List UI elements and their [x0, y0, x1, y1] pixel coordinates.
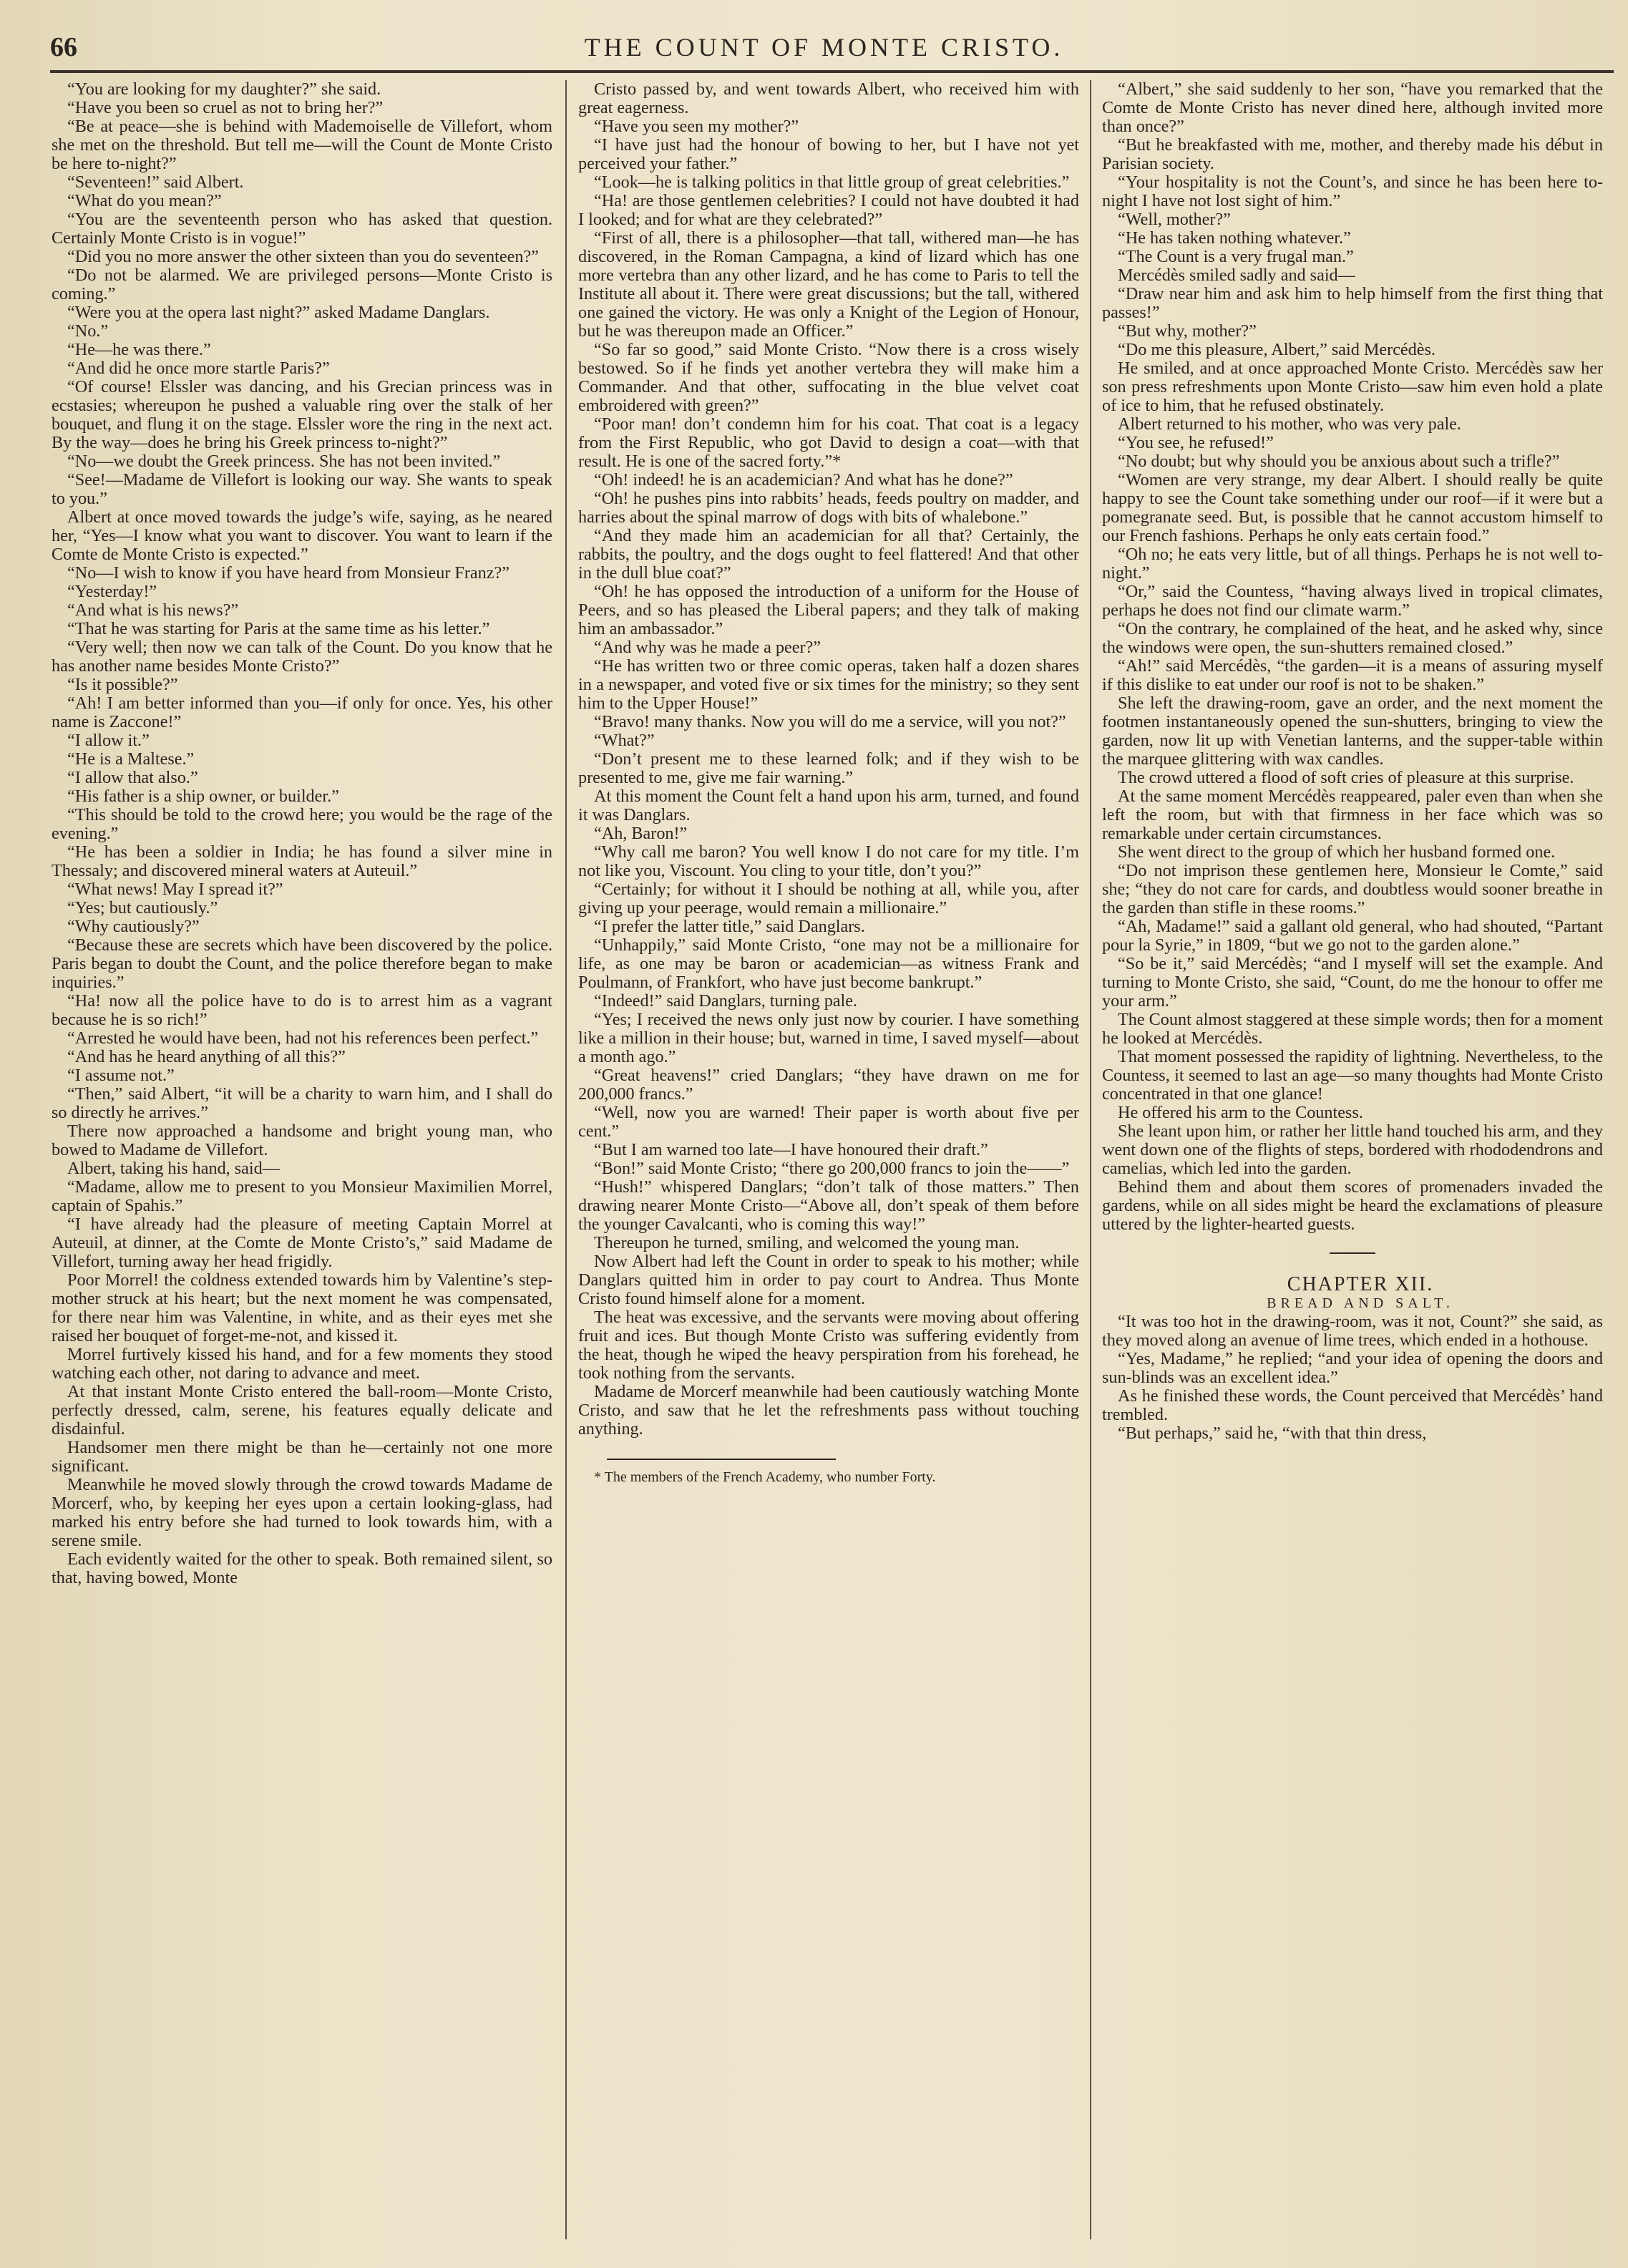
- paragraph: At that instant Monte Cristo entered the ball-room—Monte Cristo, perfectly dressed, calm, serene, his features equally delicate and disdainful.: [52, 1382, 552, 1439]
- chapter-subtitle: BREAD AND SALT.: [1267, 1295, 1454, 1311]
- paragraph: Morrel furtively kissed his hand, and for a few moments they stood watching each other, not daring to advance and meet.: [52, 1345, 552, 1383]
- section-rule: [1330, 1252, 1375, 1254]
- paragraph: Cristo passed by, and went towards Albert, who received him with great eagerness.: [578, 80, 1079, 117]
- paragraph: “Ha! now all the police have to do is to arrest him as a vagrant because he is so rich!”: [52, 991, 552, 1029]
- page-header: [50, 27, 1614, 67]
- paragraph: Albert at once moved towards the judge’s wife, saying, as he neared her, “Yes—I know what you want to discover. You want to learn if the Comte de Monte Cristo is expected.”: [52, 507, 552, 564]
- paragraph: “What news! May I spread it?”: [67, 880, 283, 899]
- text-column-1: [52, 80, 552, 2239]
- paragraph: “Is it possible?”: [67, 675, 178, 694]
- paragraph: “I assume not.”: [67, 1066, 175, 1085]
- paragraph: “But why, mother?”: [1118, 321, 1257, 341]
- paragraph: “And has he heard anything of all this?”: [67, 1047, 346, 1066]
- paragraph: “His father is a ship owner, or builder.”: [67, 787, 339, 806]
- paragraph: “And why was he made a peer?”: [594, 638, 821, 657]
- paragraph: That moment possessed the rapidity of lightning. Nevertheless, to the Countess, it seemed to last an age—so many thoughts had Monte Cristo concentrated in that one glance!: [1102, 1047, 1603, 1104]
- page-number: 66: [50, 32, 77, 62]
- paragraph: Poor Morrel! the coldness extended towards him by Valentine’s step-mother struck at his heart; but the next moment he was compensated, for there near him was Valentine, in white, and as their eyes met she raised her bouquet of forget-me-not, and kissed it.: [52, 1270, 552, 1345]
- paragraph: “No—I wish to know if you have heard from Monsieur Franz?”: [67, 563, 510, 583]
- paragraph: “Yes; I received the news only just now by courier. I have something like a million in their house; but, warned in time, I saved myself—about a month ago.”: [578, 1010, 1079, 1066]
- paragraph: “No doubt; but why should you be anxious about such a trifle?”: [1118, 452, 1560, 471]
- paragraph: “Oh no; he eats very little, but of all things. Perhaps he is not well to-night.”: [1102, 545, 1603, 583]
- paragraph: “Because these are secrets which have been discovered by the police. Paris began to doubt the Count, and the police therefore began to make inquiries.”: [52, 935, 552, 992]
- paragraph: “Great heavens!” cried Danglars; “they have drawn on me for 200,000 francs.”: [578, 1066, 1079, 1104]
- paragraph: “Bon!” said Monte Cristo; “there go 200,000 francs to join the——”: [594, 1159, 1070, 1178]
- paragraph: “No.”: [67, 321, 109, 341]
- paragraph: “Did you no more answer the other sixteen than you do seventeen?”: [67, 247, 539, 266]
- paragraph: Meanwhile he moved slowly through the crowd towards Madame de Morcerf, who, by keeping her eyes upon a certain looking-glass, had marked his entry before she had turned to look towards him, with a serene smile.: [52, 1475, 552, 1550]
- column-2-body: [578, 80, 1079, 1439]
- paragraph: “Yesterday!”: [67, 582, 157, 601]
- paragraph: “Don’t present me to these learned folk; and if they wish to be presented to me, give me fair warning.”: [578, 749, 1079, 787]
- paragraph: Madame de Morcerf meanwhile had been cautiously watching Monte Cristo, and saw that he let the refreshments pass without touching anything.: [578, 1382, 1079, 1439]
- paragraph: “Oh! he pushes pins into rabbits’ heads, feeds poultry on madder, and harries about the spinal marrow of dogs with bits of whalebone.”: [578, 489, 1079, 527]
- header-rule: [50, 70, 1614, 73]
- paragraph: “Ah, Madame!” said a gallant old general, who had shouted, “Partant pour la Syrie,” in 1809, “but we go not to the garden alone.”: [1102, 917, 1603, 955]
- paragraph: “I have already had the pleasure of meeting Captain Morrel at Auteuil, at dinner, at the Comte de Monte Cristo’s,” said Madame de Villefort, turning away her head frigidly.: [52, 1215, 552, 1271]
- paragraph: “Look—he is talking politics in that little group of great celebrities.”: [594, 172, 1070, 192]
- paragraph: “Certainly; for without it I should be nothing at all, while you, after giving up your peerage, would remain a millionaire.”: [578, 880, 1079, 918]
- paragraph: “Ah, Baron!”: [594, 824, 688, 843]
- paragraph: “So be it,” said Mercédès; “and I myself will set the example. And turning to Monte Cristo, she said, “Count, do me the honour to offer me your arm.”: [1102, 954, 1603, 1011]
- paragraph: “Be at peace—she is behind with Mademoiselle de Villefort, whom she met on the threshold. But tell me—will the Count de Monte Cristo be here to-night?”: [52, 117, 552, 173]
- paragraph: “Do not be alarmed. We are privileged persons—Monte Cristo is coming.”: [52, 266, 552, 303]
- paragraph: “See!—Madame de Villefort is looking our way. She wants to speak to you.”: [52, 470, 552, 508]
- chapter-title: CHAPTER XII.: [1287, 1273, 1434, 1295]
- paragraph: At this moment the Count felt a hand upon his arm, turned, and found it was Danglars.: [578, 787, 1079, 824]
- paragraph: “That he was starting for Paris at the same time as his letter.”: [67, 619, 490, 638]
- paragraph: “He has taken nothing whatever.”: [1118, 228, 1351, 248]
- paragraph: “He has written two or three comic operas, taken half a dozen shares in a newspaper, and voted five or six times for the ministry; so they sent him to the Upper House!”: [578, 656, 1079, 713]
- paragraph: She went direct to the group of which her husband formed one.: [1118, 842, 1556, 862]
- paragraph: At the same moment Mercédès reappeared, paler even than when she left the room, but with that firmness in her face which was so remarkable under certain circumstances.: [1102, 787, 1603, 843]
- paragraph: “What do you mean?”: [67, 191, 222, 210]
- paragraph: “Why cautiously?”: [67, 917, 200, 936]
- text-column-2: [578, 80, 1079, 2239]
- paragraph: “First of all, there is a philosopher—that tall, withered man—he has discovered, in the Roman Campagna, a kind of lizard which has one more vertebra than any other lizard, and he has come to Paris to tell the Institute all about it. There were great discussions; but the tall, withered one gained the victory. He was only a Knight of the Legion of Honour, but he was thereupon made an Officer.”: [578, 228, 1079, 341]
- paragraph: “I allow that also.”: [67, 768, 198, 787]
- paragraph: “Poor man! don’t condemn him for his coat. That coat is a legacy from the First Republic, who got David to design a coat—with that result. He is one of the sacred forty.”*: [578, 414, 1079, 471]
- paragraph: “Madame, allow me to present to you Monsieur Maximilien Morrel, captain of Spahis.”: [52, 1177, 552, 1215]
- paragraph: “Were you at the opera last night?” asked Madame Danglars.: [67, 303, 490, 322]
- paragraph: “Arrested he would have been, had not his references been perfect.”: [67, 1028, 539, 1048]
- paragraph: Behind them and about them scores of promenaders invaded the gardens, while on all sides might be heard the exclamations of pleasure uttered by the lighter-hearted guests.: [1102, 1177, 1603, 1234]
- paragraph: He smiled, and at once approached Monte Cristo. Mercédès saw her son press refreshments upon Monte Cristo—saw him even hold a plate of ice to him, that he refused obstinately.: [1102, 359, 1603, 415]
- footnote: * The members of the French Academy, who number Forty.: [594, 1469, 936, 1485]
- paragraph: “Or,” said the Countess, “having always lived in tropical climates, perhaps he does not find our climate warm.”: [1102, 582, 1603, 620]
- paragraph: “Do me this pleasure, Albert,” said Mercédès.: [1118, 340, 1436, 359]
- paragraph: “Well, mother?”: [1118, 210, 1231, 229]
- paragraph: The Count almost staggered at these simple words; then for a moment he looked at Mercédès.: [1102, 1010, 1603, 1048]
- paragraph: “Then,” said Albert, “it will be a charity to warn him, and I shall do so directly he arrives.”: [52, 1084, 552, 1122]
- column-divider-1: [565, 80, 567, 2239]
- paragraph: “I allow it.”: [67, 731, 150, 750]
- paragraph: “No—we doubt the Greek princess. She has not been invited.”: [67, 452, 501, 471]
- paragraph: “And did he once more startle Paris?”: [67, 359, 330, 378]
- paragraph: “Indeed!” said Danglars, turning pale.: [594, 991, 858, 1011]
- paragraph: There now approached a handsome and bright young man, who bowed to Madame de Villefort.: [52, 1121, 552, 1159]
- paragraph: He offered his arm to the Countess.: [1118, 1103, 1363, 1122]
- paragraph: “Oh! indeed! he is an academician? And what has he done?”: [594, 470, 1013, 490]
- paragraph: “Ah! I am better informed than you—if only for once. Yes, his other name is Zaccone!”: [52, 693, 552, 731]
- paragraph: “You are the seventeenth person who has asked that question. Certainly Monte Cristo is in vogue!”: [52, 210, 552, 248]
- paragraph: “He is a Maltese.”: [67, 749, 195, 769]
- paragraph: “What?”: [594, 731, 655, 750]
- paragraph: “On the contrary, he complained of the heat, and he asked why, since the windows were open, the sun-shutters remained closed.”: [1102, 619, 1603, 657]
- paragraph: Now Albert had left the Count in order to speak to his mother; while Danglars quitted him in order to pay court to Andrea. Thus Monte Cristo found himself alone for a moment.: [578, 1252, 1079, 1308]
- paragraph: “I prefer the latter title,” said Danglars.: [594, 917, 865, 936]
- paragraph: “Yes, Madame,” he replied; “and your idea of opening the doors and sun-blinds was an excellent idea.”: [1102, 1349, 1603, 1387]
- paragraph: “Well, now you are warned! Their paper is worth about five per cent.”: [578, 1103, 1079, 1141]
- paragraph: “This should be told to the crowd here; you would be the rage of the evening.”: [52, 805, 552, 843]
- paragraph: Albert returned to his mother, who was very pale.: [1118, 414, 1461, 434]
- paragraph: The crowd uttered a flood of soft cries of pleasure at this surprise.: [1118, 768, 1574, 787]
- paragraph: “Have you been so cruel as not to bring her?”: [67, 98, 384, 117]
- paragraph: “It was too hot in the drawing-room, was it not, Count?” she said, as they moved along an avenue of lime trees, which ended in a hothouse.: [1102, 1312, 1603, 1350]
- paragraph: “Ah!” said Mercédès, “the garden—it is a means of assuring myself if this dislike to eat under our roof is not to be shaken.”: [1102, 656, 1603, 694]
- paragraph: “Your hospitality is not the Count’s, and since he has been here to-night I have not lost sight of him.”: [1102, 172, 1603, 210]
- paragraph: “Bravo! many thanks. Now you will do me a service, will you not?”: [594, 712, 1066, 731]
- paragraph: “Albert,” she said suddenly to her son, “have you remarked that the Comte de Monte Cristo has never dined here, although invited more than once?”: [1102, 80, 1603, 136]
- paragraph: “But I am warned too late—I have honoured their draft.”: [594, 1140, 988, 1159]
- paragraph: “But perhaps,” said he, “with that thin dress,: [1118, 1423, 1427, 1443]
- paragraph: “Unhappily,” said Monte Cristo, “one may not be a millionaire for life, as one may be baron or academician—as witness Frank and Poulmann, of Frankfort, who have just become bankrupt.”: [578, 935, 1079, 992]
- paragraph: Thereupon he turned, smiling, and welcomed the young man.: [594, 1233, 1020, 1252]
- paragraph: “And what is his news?”: [67, 600, 239, 620]
- paragraph: “Do not imprison these gentlemen here, Monsieur le Comte,” said she; “they do not care for cards, and doubtless would sooner breathe in the garden than stifle in these rooms.”: [1102, 861, 1603, 918]
- paragraph: “Seventeen!” said Albert.: [67, 172, 244, 192]
- paragraph: “Oh! he has opposed the introduction of a uniform for the House of Peers, and so has pleased the Liberal papers; and they talk of making him an ambassador.”: [578, 582, 1079, 638]
- paragraph: “And they made him an academician for all that? Certainly, the rabbits, the poultry, and the dogs ought to feel flattered! And that other in the dull blue coat?”: [578, 526, 1079, 583]
- column-3-body: [1102, 80, 1603, 1234]
- paragraph: “Very well; then now we can talk of the Count. Do you know that he has another name besides Monte Cristo?”: [52, 638, 552, 676]
- paragraph: “Draw near him and ask him to help himself from the first thing that passes!”: [1102, 284, 1603, 322]
- paragraph: “But he breakfasted with me, mother, and thereby made his début in Parisian society.: [1102, 135, 1603, 173]
- paragraph: The heat was excessive, and the servants were moving about offering fruit and ices. But though Monte Cristo was suffering evidently from the heat, though he wiped the heavy perspiration from his forehead, he took nothing from the servants.: [578, 1308, 1079, 1383]
- paragraph: “He has been a soldier in India; he has found a silver mine in Thessaly; and discovered mineral waters at Auteuil.”: [52, 842, 552, 880]
- paragraph: “The Count is a very frugal man.”: [1118, 247, 1354, 266]
- column-divider-2: [1090, 80, 1091, 2239]
- paragraph: Mercédès smiled sadly and said—: [1118, 266, 1355, 285]
- paragraph: “You see, he refused!”: [1118, 433, 1274, 452]
- paragraph: Each evidently waited for the other to speak. Both remained silent, so that, having bowed, Monte: [52, 1549, 552, 1587]
- paragraph: Handsomer men there might be than he—certainly not one more significant.: [52, 1438, 552, 1476]
- paragraph: As he finished these words, the Count perceived that Mercédès’ hand trembled.: [1102, 1386, 1603, 1424]
- paragraph: “Ha! are those gentlemen celebrities? I could not have doubted it had I looked; and for what are they celebrated?”: [578, 191, 1079, 229]
- paragraph: “Have you seen my mother?”: [594, 117, 799, 136]
- paragraph: She left the drawing-room, gave an order, and the next moment the footmen instantaneously opened the sun-shutters, bringing to view the garden, now lit up with Venetian lanterns, and the supper-table within the marquee glittering with wax candles.: [1102, 693, 1603, 769]
- paragraph: She leant upon him, or rather her little hand touched his arm, and they went down one of the flights of steps, bordered with rhododendrons and camelias, which led into the garden.: [1102, 1121, 1603, 1178]
- paragraph: “So far so good,” said Monte Cristo. “Now there is a cross wisely bestowed. So if he finds yet another vertebra they will make him a Commander. And that other, suffocating in the blue velvet coat embroidered with green?”: [578, 340, 1079, 415]
- paragraph: “He—he was there.”: [67, 340, 211, 359]
- paragraph: “You are looking for my daughter?” she said.: [67, 80, 381, 99]
- paragraph: “I have just had the honour of bowing to her, but I have not yet perceived your father.”: [578, 135, 1079, 173]
- paragraph: “Of course! Elssler was dancing, and his Grecian princess was in ecstasies; whereupon he pushed a valuable ring over the stalk of her bouquet, and flung it on the stage. Elssler wore the ring in the next act. By the way—does he bring his Greek princess to-night?”: [52, 377, 552, 452]
- paragraph: “Yes; but cautiously.”: [67, 898, 218, 918]
- paragraph: Albert, taking his hand, said—: [67, 1159, 280, 1178]
- paragraph: “Why call me baron? You well know I do not care for my title. I’m not like you, Viscount. You cling to your title, don’t you?”: [578, 842, 1079, 880]
- footnote-rule: [607, 1459, 836, 1460]
- text-column-3: [1102, 80, 1603, 2239]
- paragraph: “Hush!” whispered Danglars; “don’t talk of those matters.” Then drawing nearer Monte Cristo—“Above all, don’t speak of them before the younger Cavalcanti, who is coming this way!”: [578, 1177, 1079, 1234]
- paragraph: “Women are very strange, my dear Albert. I should really be quite happy to see the Count take something under our roof—if it were but a pomegranate seed. But, is possible that he cannot accustom himself to our French fashions. Perhaps he only eats certain food.”: [1102, 470, 1603, 545]
- running-title: THE COUNT OF MONTE CRISTO.: [584, 33, 1064, 62]
- chapter-body: [1102, 1313, 1603, 1443]
